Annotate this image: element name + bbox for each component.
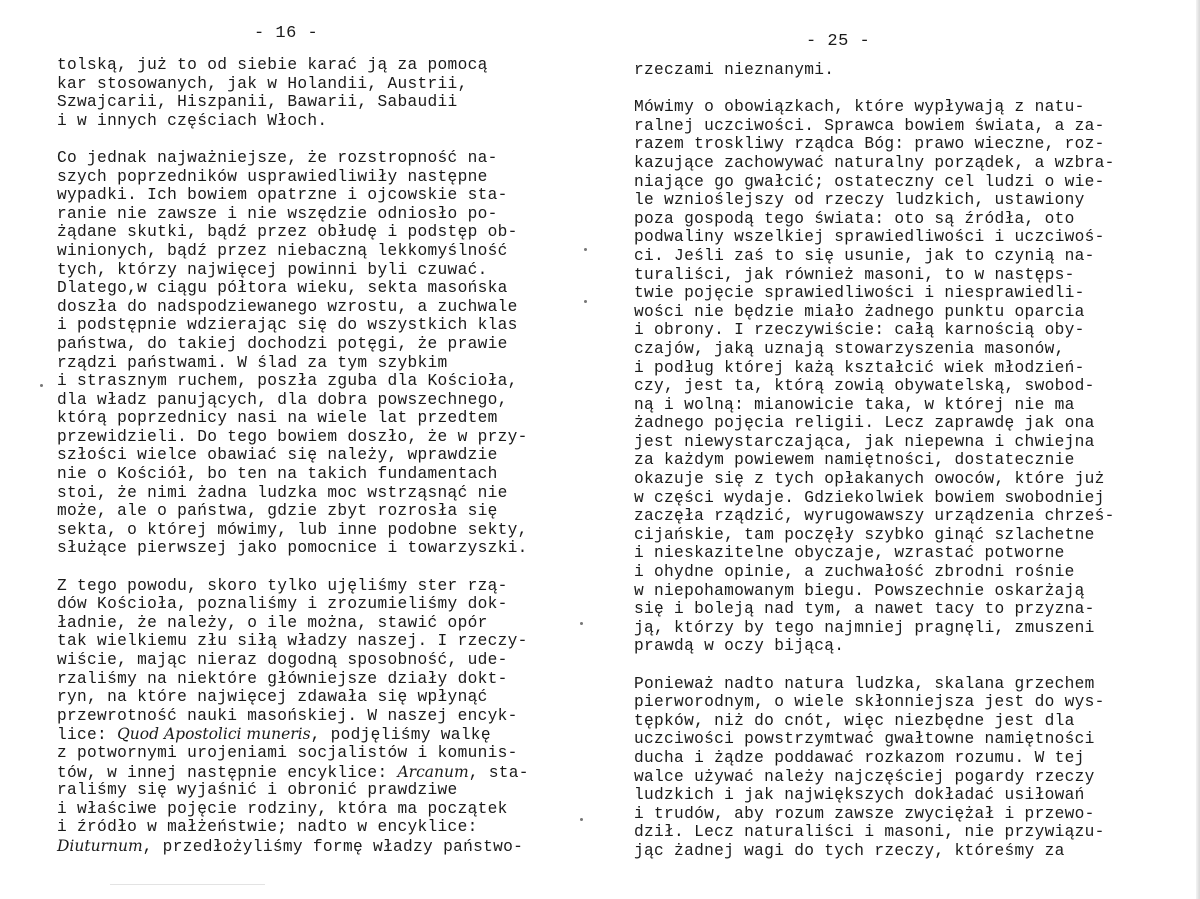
- right-page: [600, 0, 1200, 899]
- text-line: wości nie będzie miało żadnego punktu oparcia: [634, 302, 1085, 321]
- text-line: tych, którzy najwięcej powinni byli czuwać.: [57, 260, 488, 279]
- scan-speck: [40, 384, 43, 387]
- text-line: i ohydne opinie, a zuchwałość zbrodni rośnie: [634, 563, 1075, 582]
- text-line: zaczęła rządzić, wyrugowawszy urządzenia chrześ-: [634, 507, 1115, 526]
- right-paragraph-2: [634, 98, 1194, 656]
- text-line: ludzkich i jak największych dokładać usiłowań: [634, 786, 1085, 805]
- text-line: Szwajcarii, Hiszpanii, Bawarii, Sabaudii: [57, 93, 458, 112]
- scan-speck: [584, 300, 587, 303]
- text-line: Co jednak najważniejsze, że rozstropność na-: [57, 148, 498, 167]
- text-line: pierworodnym, o wiele skłonniejsza jest do wys-: [634, 693, 1105, 712]
- text-line: tów, w innej następnie encyklice: Arcanum, sta-: [57, 762, 529, 782]
- text-line: czy, jest ta, którą zowią obywatelską, swobod-: [634, 377, 1095, 396]
- text-line: podwaliny wszelkiej sprawiedliwości i uczciwoś-: [634, 228, 1105, 247]
- text-line: ducha i żądze poddawać rozkazom rozumu. W tej: [634, 748, 1085, 767]
- text-line: za każdym powiewem namiętności, dostatecznie: [634, 451, 1075, 470]
- text-line: żadnego pojęcia religii. Lecz zaprawdę jak ona: [634, 414, 1095, 433]
- text-line: lice: Quod Apostolici muneris, podjęliśmy walkę: [57, 725, 491, 745]
- left-page-number: - 16 -: [254, 24, 319, 43]
- text-line: i podług której każą kształcić wiek młodzień-: [634, 358, 1085, 377]
- text-line: Dlatego,w ciągu półtora wieku, sekta masońska: [57, 279, 508, 298]
- text-line: szych poprzedników usprawiedliwiły następne: [57, 167, 488, 186]
- scan-speck: [580, 622, 583, 625]
- text-line: rządzi państwami. W ślad za tym szybkim: [57, 353, 448, 372]
- text-line: i strasznym ruchem, poszła zguba dla Kościoła,: [57, 372, 518, 391]
- text-line: okazuje się z tych opłakanych owoców, które już: [634, 470, 1105, 489]
- text-line: Mówimy o obowiązkach, które wypływają z natu-: [634, 98, 1085, 117]
- text-line: ją, którzy by tego najmniej pragnęli, zmuszeni: [634, 618, 1095, 637]
- text-line: jest niewystarczająca, jak niepewna i chwiejna: [634, 432, 1095, 451]
- text-line: szłości wielce obawiać się należy, wprawdzie: [57, 446, 498, 465]
- text-line: Z tego powodu, skoro tylko ujęliśmy ster rzą-: [57, 576, 508, 595]
- text-line: ralnej uczciwości. Sprawca bowiem świata, a za-: [634, 116, 1105, 135]
- italic-title: Diuturnum: [57, 836, 143, 855]
- text-line: doszła do nadspodziewanego wzrostu, a zuchwale: [57, 297, 518, 316]
- text-line: państwa, do takiej dochodzi potęgi, że prawie: [57, 334, 508, 353]
- scan-speck: [584, 248, 587, 251]
- text-line: czajów, jaką uznają stowarzyszenia masonów,: [634, 339, 1065, 358]
- italic-title: Arcanum: [397, 762, 469, 781]
- text-line: ładnie, że należy, o ile można, stawić opór: [57, 613, 488, 632]
- text-line: le wznioślejszy od rzeczy ludzkich, ustawiony: [634, 191, 1085, 210]
- text-line: tak wielkiemu złu siłą władzy naszej. I rzeczy-: [57, 632, 528, 651]
- left-page-text: [57, 56, 597, 874]
- text-line: kazujące zachowywać naturalny porządek, a wzbra-: [634, 153, 1115, 172]
- text-line: i podstępnie wdzierając się do wszystkich klas: [57, 316, 518, 335]
- text-line: tolską, już to od siebie karać ją za pomocą: [57, 56, 488, 74]
- text-line: prawdą w oczy bijącą.: [634, 637, 845, 656]
- scan-footer-rule: [110, 884, 265, 885]
- text-line: i źródło w małżeństwie; nadto w encyklice:: [57, 818, 478, 837]
- right-paragraph-1: [634, 61, 1194, 80]
- text-line: winionych, bądź przez niebaczną lekkomyślność: [57, 241, 508, 260]
- left-paragraph-1: [57, 56, 597, 130]
- text-line: i trudów, aby rozum zawsze zwyciężał i przewo-: [634, 804, 1095, 823]
- text-line: dów Kościoła, poznaliśmy i zrozumieliśmy dok-: [57, 595, 508, 614]
- text-line: dził. Lecz naturaliści i masoni, nie przywiązu-: [634, 823, 1105, 842]
- text-line: razem troskliwy rządca Bóg: prawo wieczne, roz-: [634, 135, 1105, 154]
- text-line: w niepohamowanym biegu. Powszechnie oskarżają: [634, 581, 1085, 600]
- text-line: turaliści, jak również masoni, to w następs-: [634, 265, 1075, 284]
- text-line: tępków, niż do cnót, więc niezbędne jest dla: [634, 711, 1075, 730]
- text-line: kar stosowanych, jak w Holandii, Austrii,: [57, 74, 468, 93]
- text-line: wiście, mając nieraz dogodną sposobność, ude-: [57, 651, 508, 669]
- text-line: przewrotność nauki masońskiej. W naszej encyk-: [57, 706, 518, 725]
- text-line: w części wydaje. Gdziekolwiek bowiem swobodniej: [634, 488, 1105, 507]
- scan-speck: [580, 818, 583, 821]
- text-line: stoi, że nimi żadna ludzka moc wstrząsnąć nie: [57, 483, 508, 502]
- text-line: ną i wolną: mianowicie taka, w której nie ma: [634, 395, 1075, 414]
- text-line: z potwornymi urojeniami socjalistów i komunis-: [57, 743, 518, 762]
- text-line: żądane skutki, bądź przez obłudę i podstęp ob-: [57, 223, 518, 242]
- text-line: ranie nie zawsze i nie wszędzie odniosło po-: [57, 204, 498, 223]
- text-line: Diuturnum, przedłożyliśmy formę władzy państwo-: [57, 836, 524, 856]
- text-line: służące pierwszej jako pomocnice i towarzyszki.: [57, 539, 528, 558]
- italic-title: Quod Apostolici muneris: [117, 725, 311, 744]
- text-line: się i boleją nad tym, a nawet tacy to przyzna-: [634, 600, 1095, 619]
- right-page-text: [634, 61, 1194, 879]
- text-line: ci. Jeśli zaś to się usunie, jak to czynią na-: [634, 246, 1095, 265]
- text-line: Ponieważ nadto natura ludzka, skalana grzechem: [634, 674, 1095, 693]
- text-line: sekta, o której mówimy, lub inne podobne sekty,: [57, 520, 528, 539]
- text-line: wypadki. Ich bowiem opatrzne i ojcowskie sta-: [57, 186, 508, 205]
- text-line: cijańskie, tam poczęły szybko ginąć szlachetne: [634, 525, 1095, 544]
- text-line: przewidzieli. Do tego bowiem doszło, że w przy-: [57, 427, 528, 446]
- left-paragraph-3: [57, 577, 597, 856]
- text-line: nie o Kościół, bo ten na takich fundamentach: [57, 465, 498, 484]
- text-line: może, ale o państwa, gdzie zbyt rozrosła się: [57, 502, 498, 521]
- right-paragraph-3: [634, 675, 1194, 861]
- text-line: ryn, na które najwięcej zdawała się wpłynąć: [57, 688, 488, 707]
- text-line: twie pojęcie sprawiedliwości i niesprawiedli-: [634, 284, 1085, 303]
- text-line: i nieskazitelne obyczaje, wzrastać potworne: [634, 544, 1065, 563]
- text-line: dla władz panujących, dla dobra powszechnego,: [57, 390, 508, 409]
- text-line: uczciwości powstrzymtwać gwałtowne namiętności: [634, 730, 1095, 749]
- text-line: rzaliśmy na niektóre główniejsze działy dokt-: [57, 669, 508, 688]
- text-line: walce używać należy najczęściej pogardy rzeczy: [634, 767, 1095, 786]
- text-line: i w innych częściach Włoch.: [57, 111, 328, 130]
- text-line: jąc żadnej wagi do tych rzeczy, któreśmy za: [634, 841, 1065, 860]
- text-line: i obrony. I rzeczywiście: całą karnością oby-: [634, 321, 1085, 340]
- text-line: raliśmy się wyjaśnić i obronić prawdziwe: [57, 781, 458, 800]
- text-line: i właściwe pojęcie rodziny, która ma początek: [57, 799, 508, 818]
- text-line: którą poprzednicy nasi na wiele lat przedtem: [57, 409, 498, 428]
- right-page-number: - 25 -: [806, 32, 871, 51]
- text-line: poza gospodą tego świata: oto są źródła, oto: [634, 209, 1075, 228]
- text-line: rzeczami nieznanymi.: [634, 61, 835, 79]
- left-page: [0, 0, 590, 899]
- text-line: niające go gwałcić; ostateczny cel ludzi o wie-: [634, 172, 1105, 191]
- scan-right-edge: [1196, 0, 1200, 899]
- left-paragraph-2: [57, 149, 597, 558]
